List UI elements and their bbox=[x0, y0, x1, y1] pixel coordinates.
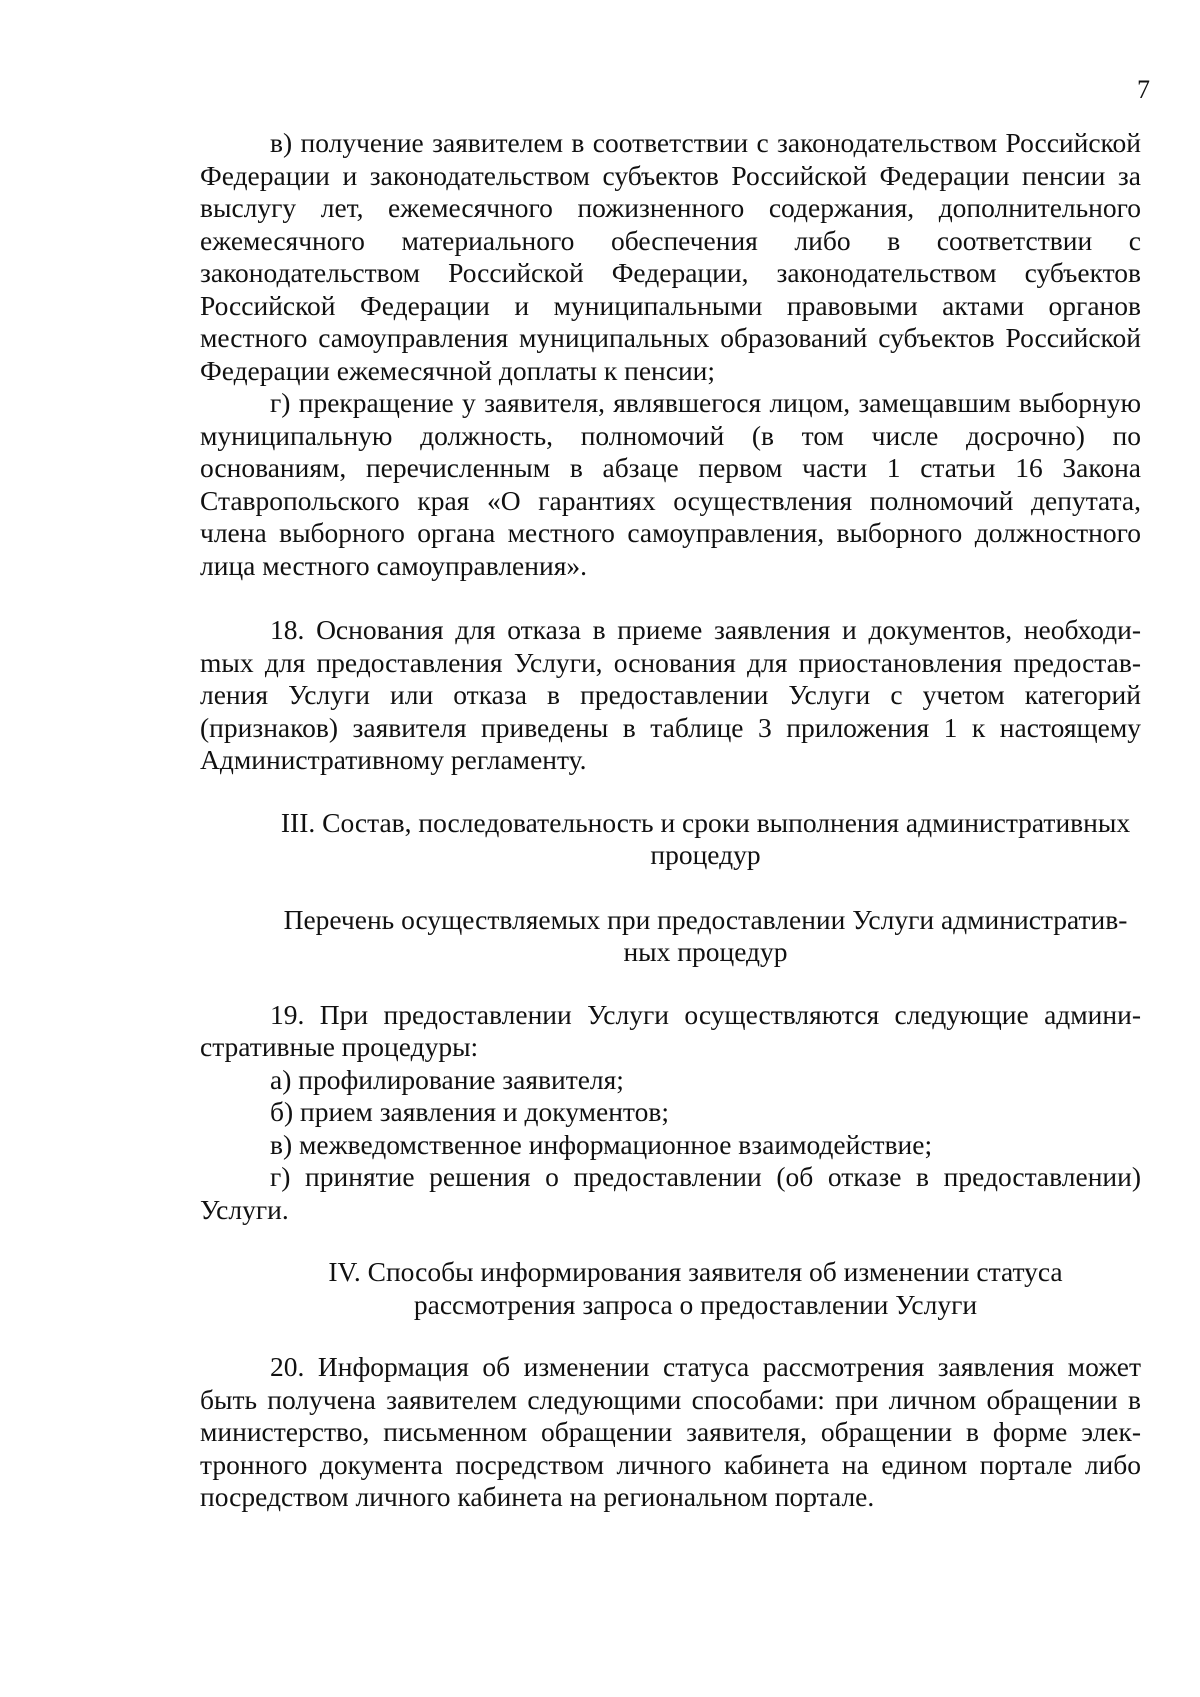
paragraph-item-v: в) получение заявителем в соответствии с законодательством Российской Федерации и законодательством субъектов Российской Федерации пенсии за выслугу лет, ежемесячного пожизненного содержания, дополнительного ежемесячного материального обеспечения либо в соответствии с законодательством Российской Федерации, законодательством субъектов Российской Федерации и муниципальными правовыми актами органов местного самоуправления муниципальных образований субъектов Российской Федерации ежемесячной доплаты к пенсии; bbox=[200, 127, 1141, 386]
procedure-item-g: г) принятие решения о предоставлении (об отказе в предоставлении) Услуги. bbox=[200, 1161, 1141, 1225]
paragraph-20: 20. Информация об изменении статуса рассмотрения заявления может быть получена заявителем следующими способами: при личном обращении в министерство, письменном обращении заявителя, обращении в форме электронного документа посредством личного кабинета на едином портале либо посредством личного кабинета на региональном портале. bbox=[200, 1351, 1141, 1512]
paragraph-item-g: г) прекращение у заявителя, являвшегося лицом, замещавшим выборную муниципальную должность, полномочий (в том числе досрочно) по основаниям, перечисленным в абзаце первом части 1 статьи 16 Закона Ставропольского края «О гарантиях осуществления полномочий депутата, члена выборного органа местного самоуправления, выборного должностного лица местного самоуправления». bbox=[200, 387, 1141, 581]
section-heading-4: IV. Способы информирования заявителя об изменении статуса рассмотрения запроса о предоставлении Услуги bbox=[328, 1256, 1063, 1320]
paragraph-18: 18. Основания для отказа в приеме заявления и документов, необходиmых для предоставления Услуги, основания для приостановления предоставления Услуги или отказа в предоставлении Услуги с учетом категорий (признаков) заявителя приведены в таблице 3 приложения 1 к настоящему Административному регламенту. bbox=[200, 614, 1141, 775]
section-heading-3: III. Состав, последовательность и сроки выполнения административных процедур bbox=[280, 806, 1131, 870]
procedure-item-v: в) межведомственное информационное взаимодействие; bbox=[270, 1128, 933, 1160]
subsection-heading-procedures: Перечень осуществляемых при предоставлении Услуги административных процедур bbox=[283, 903, 1128, 967]
document-body bbox=[200, 127, 1141, 1514]
procedure-item-a: а) профилирование заявителя; bbox=[270, 1063, 624, 1095]
page-number: 7 bbox=[1137, 75, 1150, 104]
procedure-item-b: б) прием заявления и документов; bbox=[270, 1096, 669, 1127]
paragraph-19: 19. При предоставлении Услуги осуществляются следующие административные процедуры: bbox=[200, 998, 1141, 1062]
